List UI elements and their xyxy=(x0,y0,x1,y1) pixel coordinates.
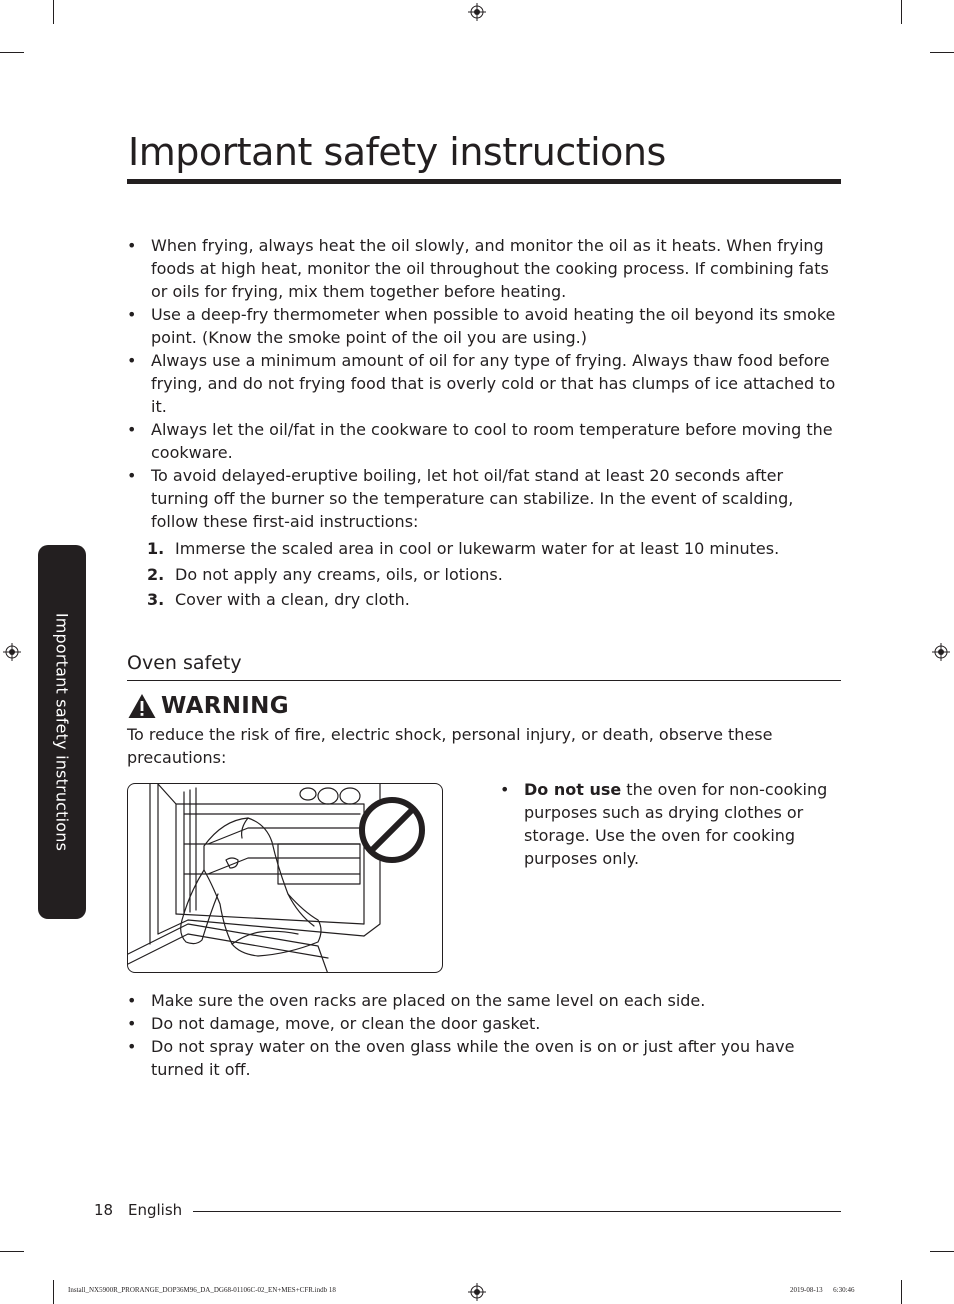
step-number: 2. xyxy=(147,564,165,584)
warning-label: WARNING xyxy=(161,693,289,719)
list-item: • Do not damage, move, or clean the door gasket. xyxy=(127,1012,843,1035)
step-number: 1. xyxy=(147,539,165,558)
section-divider xyxy=(127,680,841,681)
oven-with-clothes-prohibited-icon xyxy=(128,784,443,973)
page-number: 18 xyxy=(94,1201,114,1219)
warning-intro: To reduce the risk of fire, electric shock, personal injury, or death, observe these precautions: xyxy=(127,725,773,767)
emphasis-text: Do not use xyxy=(524,780,622,799)
illustration-caption-list xyxy=(500,778,830,870)
crop-mark xyxy=(930,1251,954,1252)
title-divider xyxy=(127,179,841,184)
list-item: • Make sure the oven racks are placed on the same level on each side. xyxy=(127,989,843,1012)
side-chapter-tab-label: Important safety instructions xyxy=(52,612,72,852)
registration-mark-icon xyxy=(468,1283,486,1301)
crop-mark xyxy=(901,1280,902,1304)
caption-text: the oven for non-cooking purposes such as drying clothes or storage. Use the oven for cooking purposes only. xyxy=(524,780,828,868)
list-item xyxy=(147,562,837,588)
warning-header xyxy=(127,690,289,722)
footer-language: English xyxy=(128,1201,183,1219)
page-title: Important safety instructions xyxy=(128,130,666,174)
crop-mark xyxy=(0,1251,24,1252)
list-item xyxy=(147,587,837,613)
crop-mark xyxy=(53,1280,54,1304)
list-item xyxy=(147,536,837,562)
registration-mark-icon xyxy=(932,643,950,661)
first-aid-steps xyxy=(147,536,837,613)
oven-safety-bullet-list xyxy=(127,989,843,1081)
crop-mark xyxy=(53,0,54,24)
oven-clothes-illustration xyxy=(127,783,443,973)
frying-bullet-list xyxy=(127,234,843,533)
step-text: Cover with a clean, dry cloth. xyxy=(175,590,410,609)
warning-triangle-icon xyxy=(127,692,157,720)
step-number: 3. xyxy=(147,590,165,609)
registration-mark-icon xyxy=(468,3,486,21)
crop-mark xyxy=(0,52,24,53)
list-item: • Do not spray water on the oven glass while the oven is on or just after you have turned it off. xyxy=(127,1035,843,1081)
crop-mark xyxy=(901,0,902,24)
list-item xyxy=(500,778,830,870)
footer-divider xyxy=(193,1211,841,1212)
step-text: Do not apply any creams, oils, or lotions. xyxy=(175,564,503,584)
list-item: • Always let the oil/fat in the cookware to cool to room temperature before moving the cookware. xyxy=(127,418,843,464)
list-item: • Use a deep-fry thermometer when possible to avoid heating the oil beyond its smoke point. (Know the smoke point of the oil you are using.) xyxy=(127,303,843,349)
list-item: • To avoid delayed-eruptive boiling, let hot oil/fat stand at least 20 seconds after turning off the burner so the temperature can stabilize. In the event of scalding, follow these first-aid instructions: xyxy=(127,464,843,533)
step-text: Immerse the scaled area in cool or lukewarm water for at least 10 minutes. xyxy=(175,539,780,558)
print-slug-file: Install_NX5900R_PRORANGE_DOP36M96_DA_DG68-01106C-02_EN+MES+CFR.indb 18 xyxy=(68,1286,336,1294)
list-item: • When frying, always heat the oil slowly, and monitor the oil as it heats. When frying foods at high heat, monitor the oil throughout the cooking process. If combining fats or oils for frying, mix them together before heating. xyxy=(127,234,843,303)
print-slug-date: 2019-08-13 6:30:46 xyxy=(790,1286,855,1294)
section-heading: Oven safety xyxy=(127,652,242,674)
crop-mark xyxy=(930,52,954,53)
list-item: • Always use a minimum amount of oil for any type of frying. Always thaw food before frying, and do not frying food that is overly cold or that has clumps of ice attached to it. xyxy=(127,349,843,418)
registration-mark-icon xyxy=(3,643,21,661)
